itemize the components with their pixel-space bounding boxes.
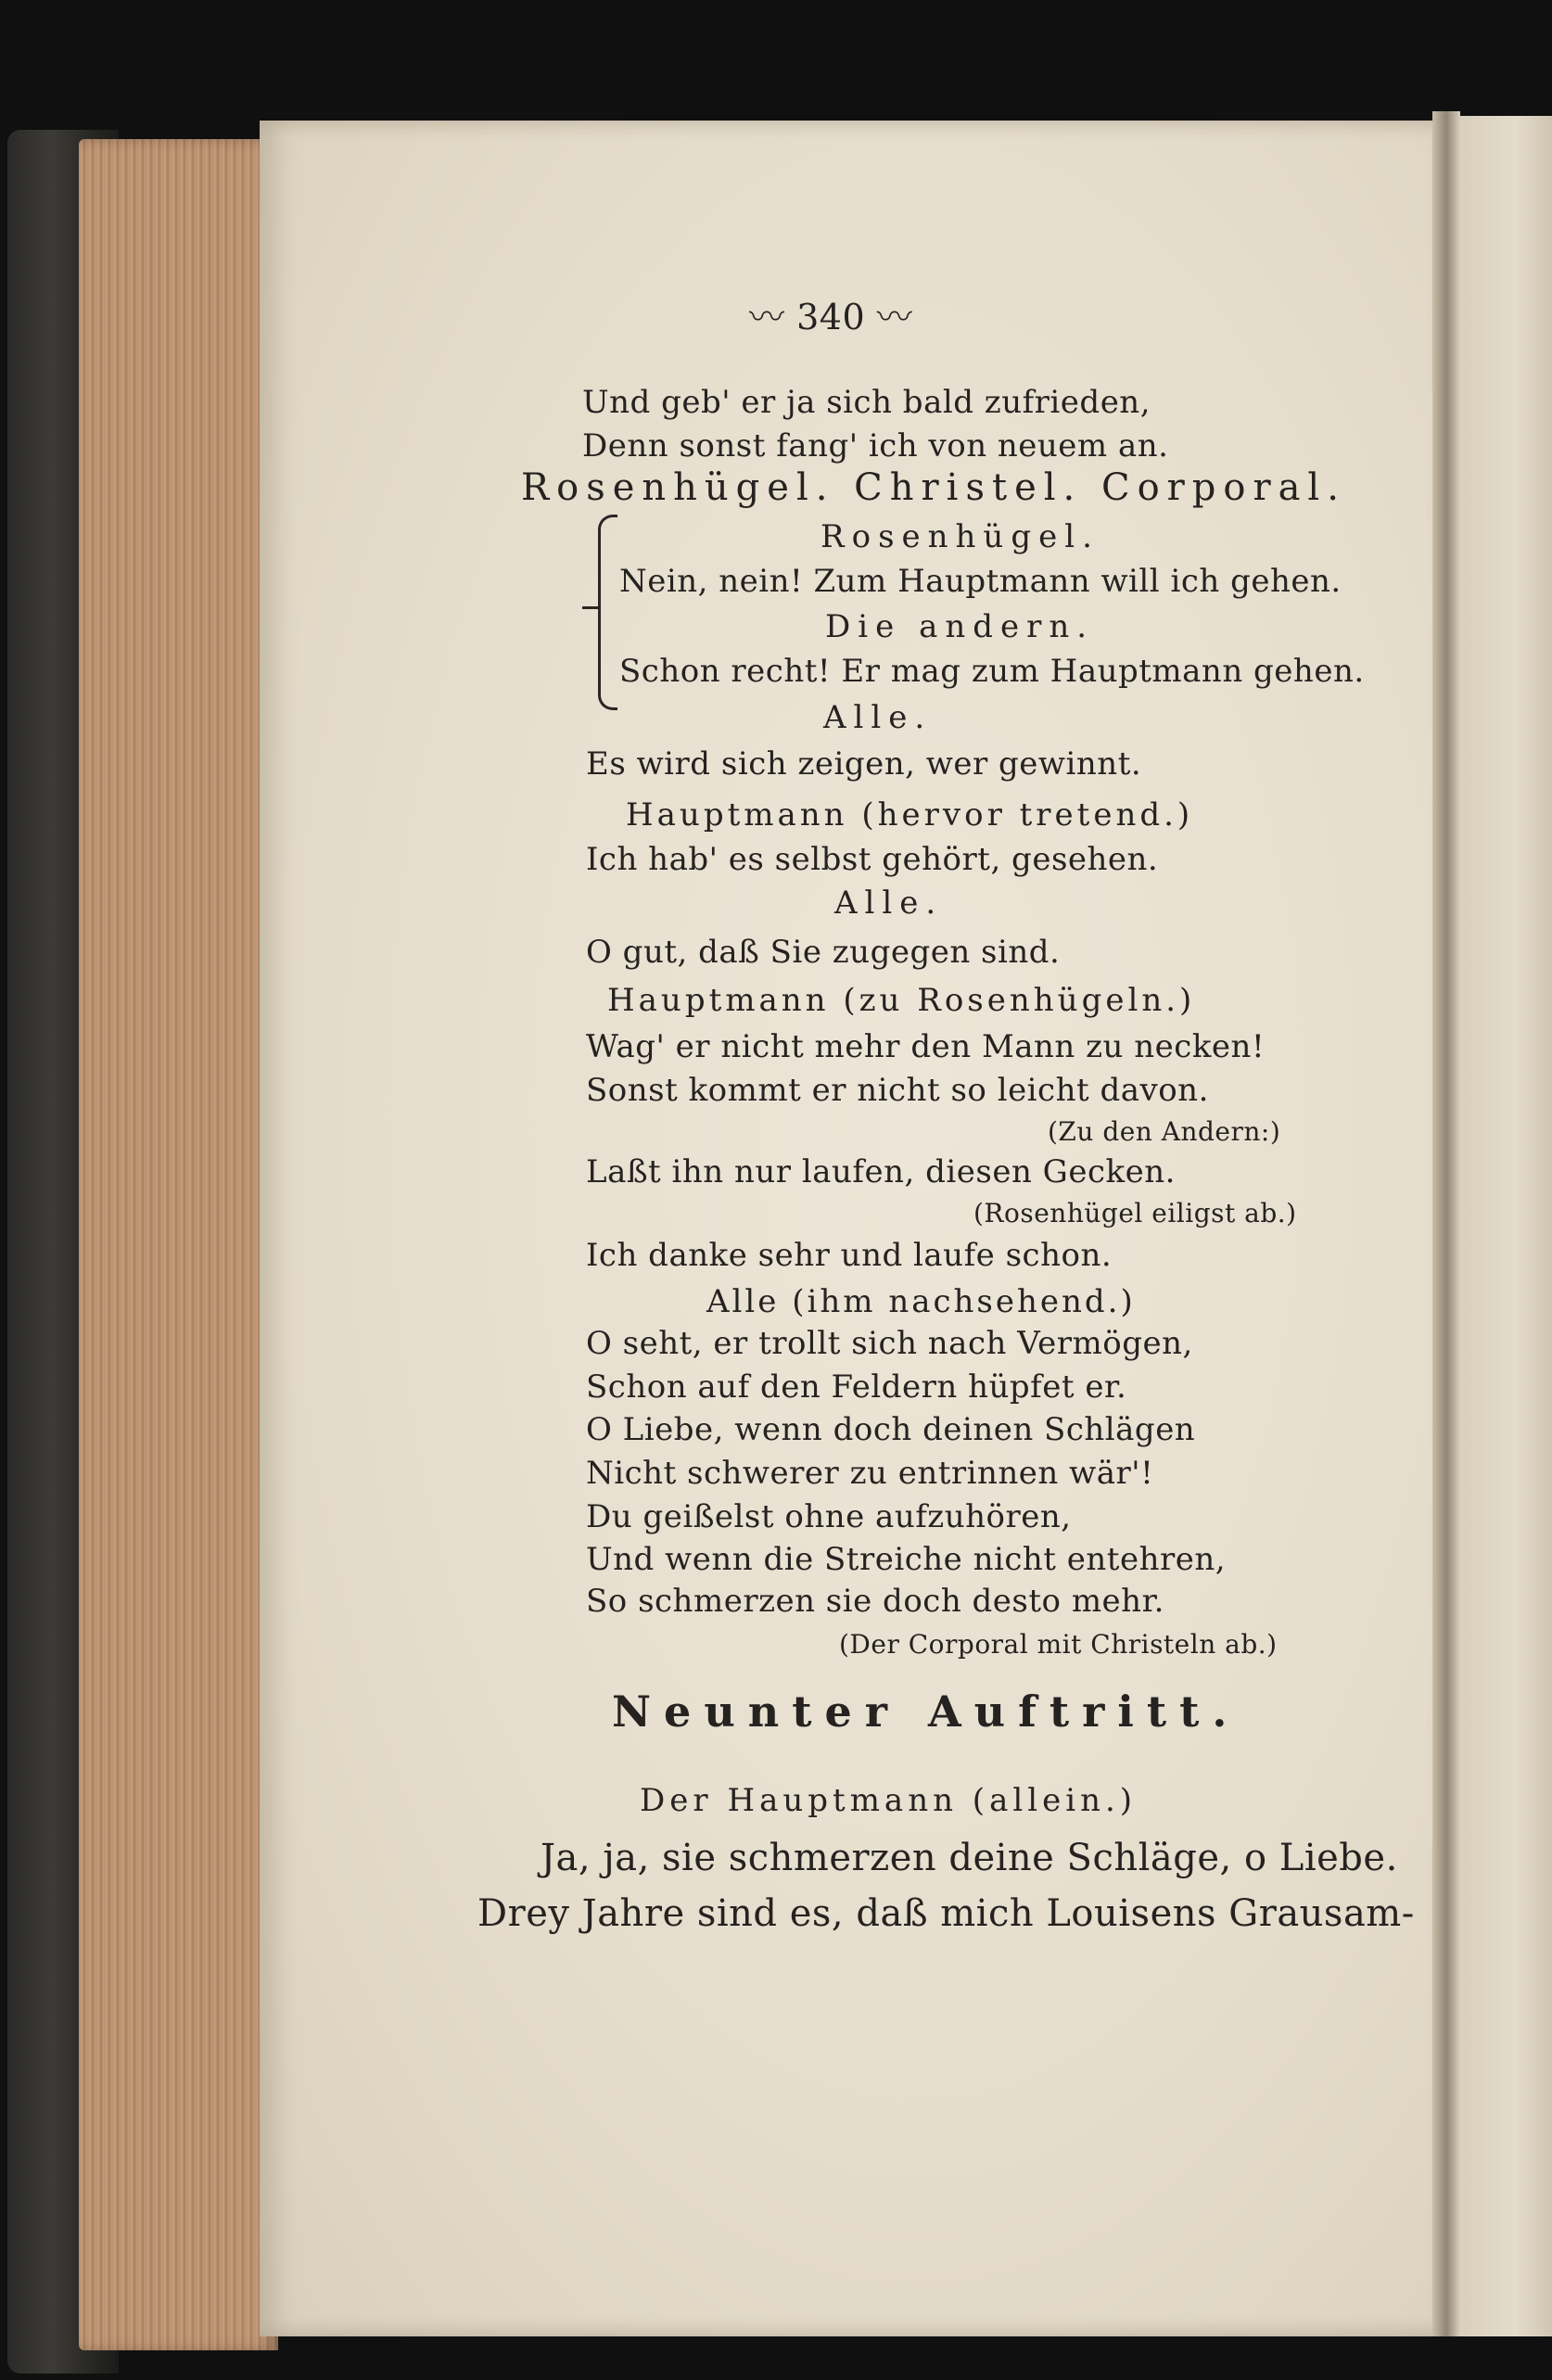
text-line: O seht, er trollt sich nach Vermögen, xyxy=(586,1325,1193,1362)
text-line: Nein, nein! Zum Hauptmann will ich gehen. xyxy=(619,563,1342,600)
text-line: Ich hab' es selbst gehört, gesehen. xyxy=(586,841,1159,878)
text-line: Sonst kommt er nicht so leicht davon. xyxy=(586,1072,1209,1109)
text-line: Ich danke sehr und laufe schon. xyxy=(586,1237,1113,1274)
brace-bracket xyxy=(598,515,617,710)
stage-direction: (Der Corporal mit Christeln ab.) xyxy=(839,1629,1278,1660)
speaker-name: Rosenhügel. xyxy=(821,518,1100,555)
ornament-left: 〰 xyxy=(749,297,797,337)
text-line: Du geißelst ohne aufzuhören, xyxy=(586,1498,1072,1535)
speaker-line: Hauptmann (hervor tretend.) xyxy=(626,796,1194,834)
speaker-name: Alle. xyxy=(834,885,944,922)
text-line: So schmerzen sie doch desto mehr. xyxy=(586,1583,1164,1620)
ornament-right: 〰 xyxy=(865,297,913,337)
text-line: Ja, ja, sie schmerzen deine Schläge, o Liebe. xyxy=(541,1837,1398,1879)
page-number: 〰 340 〰 xyxy=(749,297,913,337)
text-line: Denn sonst fang' ich von neuem an. xyxy=(582,427,1169,465)
text-line: Nicht schwerer zu entrinnen wär'! xyxy=(586,1455,1154,1492)
text-line: Es wird sich zeigen, wer gewinnt. xyxy=(586,745,1142,783)
text-line: Drey Jahre sind es, daß mich Louisens Grausam- xyxy=(477,1892,1415,1935)
text-line: Wag' er nicht mehr den Mann zu necken! xyxy=(586,1028,1266,1065)
speaker-line: Rosenhügel. Christel. Corporal. xyxy=(521,466,1346,509)
text-line: Laßt ihn nur laufen, diesen Gecken. xyxy=(586,1153,1176,1190)
speaker-line: Der Hauptmann (allein.) xyxy=(640,1782,1138,1819)
speaker-name: Alle. xyxy=(823,699,933,736)
text-line: Schon recht! Er mag zum Hauptmann gehen. xyxy=(619,653,1365,690)
facing-page-edge xyxy=(1460,116,1552,2336)
stage-direction: (Zu den Andern:) xyxy=(1048,1116,1281,1147)
scene-heading: Neunter Auftritt. xyxy=(612,1686,1240,1737)
speaker-line: Hauptmann (zu Rosenhügeln.) xyxy=(607,982,1196,1019)
book-gutter xyxy=(1432,111,1460,2336)
speaker-line: Alle (ihm nachsehend.) xyxy=(706,1283,1136,1320)
text-line: Und wenn die Streiche nicht entehren, xyxy=(586,1541,1227,1578)
text-line: O gut, daß Sie zugegen sind. xyxy=(586,934,1061,971)
text-line: Und geb' er ja sich bald zufrieden, xyxy=(582,384,1151,421)
page-edges xyxy=(79,139,278,2350)
speaker-name: Die andern. xyxy=(825,608,1095,645)
text-line: Schon auf den Feldern hüpfet er. xyxy=(586,1368,1127,1406)
text-line: O Liebe, wenn doch deinen Schlägen xyxy=(586,1411,1196,1448)
stage-direction: (Rosenhügel eiligst ab.) xyxy=(973,1198,1297,1228)
